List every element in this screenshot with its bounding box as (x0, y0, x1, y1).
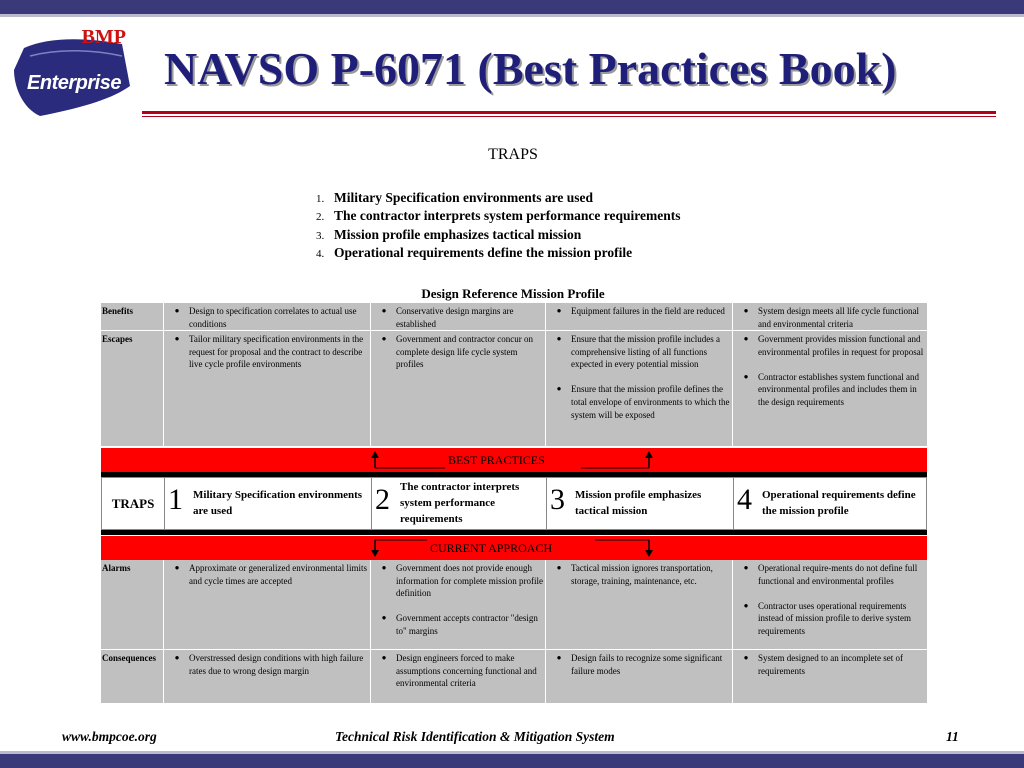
list-item: ● Government and contractor concur on complete design life cycle system profiles (381, 334, 533, 370)
table-row-alarms (101, 560, 927, 650)
list-item: ● Government does not provide enough information for complete mission profile definition (381, 563, 543, 599)
list-item: ● Tailor military specification environments in the request for proposal and the contract to describe live cycle profile environments (174, 334, 364, 370)
trap-cell: 1 Military Specification environments are used (165, 477, 372, 529)
page-number: 11 (946, 729, 959, 744)
row-label: Benefits (101, 303, 164, 330)
best-practices-table (101, 303, 927, 704)
list-item: ● Government accepts contractor "design to" margins (381, 613, 538, 636)
list-item: ● Design engineers forced to make assumptions concerning functional and environmental criteria (381, 653, 537, 689)
table-row-escapes (101, 331, 927, 447)
current-approach-label: CURRENT APPROACH (430, 541, 553, 555)
traps-row (101, 477, 927, 530)
list-item: ● Equipment failures in the field are reduced (556, 306, 725, 316)
list-item: ● Contractor establishes system functional and environmental profiles and includes them in the design requirements (743, 371, 919, 407)
top-bar (0, 0, 1024, 14)
logo-bmp-text: BMP (81, 26, 126, 48)
traps-list (316, 190, 681, 263)
footer-title: Technical Risk Identification & Mitigation System (335, 729, 615, 744)
list-item: ● System designed to an incomplete set of requirements (743, 653, 903, 676)
best-practices-band (101, 447, 927, 472)
row-label: Escapes (101, 331, 164, 446)
trap-cell: 3 Mission profile emphasizes tactical mission (547, 477, 734, 529)
list-item: ● System design meets all life cycle functional and environmental criteria (743, 306, 919, 329)
row-label: Alarms (101, 560, 164, 649)
traps-list-item: 2. The contractor interprets system performance requirements (316, 208, 681, 224)
list-item: ● Ensure that the mission profile includes a comprehensive listing of all functions expected in every potential mission (556, 334, 720, 370)
list-item: ● Operational require-ments do not define full functional and environmental profiles (743, 563, 918, 586)
table-row-consequences (101, 650, 927, 704)
list-item: ● Ensure that the mission profile defines the total envelope of environments to which the system will be exposed (556, 384, 730, 420)
traps-list-item: 4. Operational requirements define the mission profile (316, 244, 633, 260)
list-item: ● Contractor uses operational requirements instead of mission profile to derive system requirements (743, 600, 911, 636)
traps-heading: TRAPS (488, 146, 538, 163)
best-practices-label: BEST PRACTICES (448, 453, 545, 467)
traps-list-item: 1. Military Specification environments are used (316, 190, 593, 205)
title-divider-thin (142, 116, 996, 117)
list-item: ● Approximate or generalized environmental limits and cycle times are accepted (174, 563, 367, 586)
list-item: ● Overstressed design conditions with high failure rates due to wrong design margin (174, 653, 364, 676)
table-row-benefits (101, 303, 927, 331)
list-item: ● Design to specification correlates to actual use conditions (174, 306, 357, 329)
title-divider (142, 111, 996, 114)
current-approach-band (101, 535, 927, 560)
trap-cell: 2 The contractor interprets system performance requirements (372, 477, 547, 529)
list-item: ● Design fails to recognize some significant failure modes (556, 653, 723, 676)
traps-list-item: 3. Mission profile emphasizes tactical mission (316, 226, 582, 242)
traps-row-label: TRAPS (102, 477, 165, 529)
trap-cell: 4 Operational requirements define the mission profile (734, 477, 927, 529)
row-label: Consequences (101, 650, 164, 703)
footer-url: www.bmpcoe.org (62, 729, 157, 744)
logo-enterprise-text: Enterprise (27, 72, 121, 94)
list-item: ● Government provides mission functional and environmental profiles in request for proposal (743, 334, 924, 357)
list-item: ● Conservative design margins are established (381, 306, 514, 329)
list-item: ● Tactical mission ignores transportation, storage, training, maintenance, etc. (556, 563, 713, 586)
bmp-enterprise-logo (10, 26, 134, 118)
bottom-bar (0, 754, 1024, 768)
table-title: Design Reference Mission Profile (421, 286, 605, 301)
page-title: NAVSO P-6071 (Best Practices Book) (164, 43, 897, 94)
